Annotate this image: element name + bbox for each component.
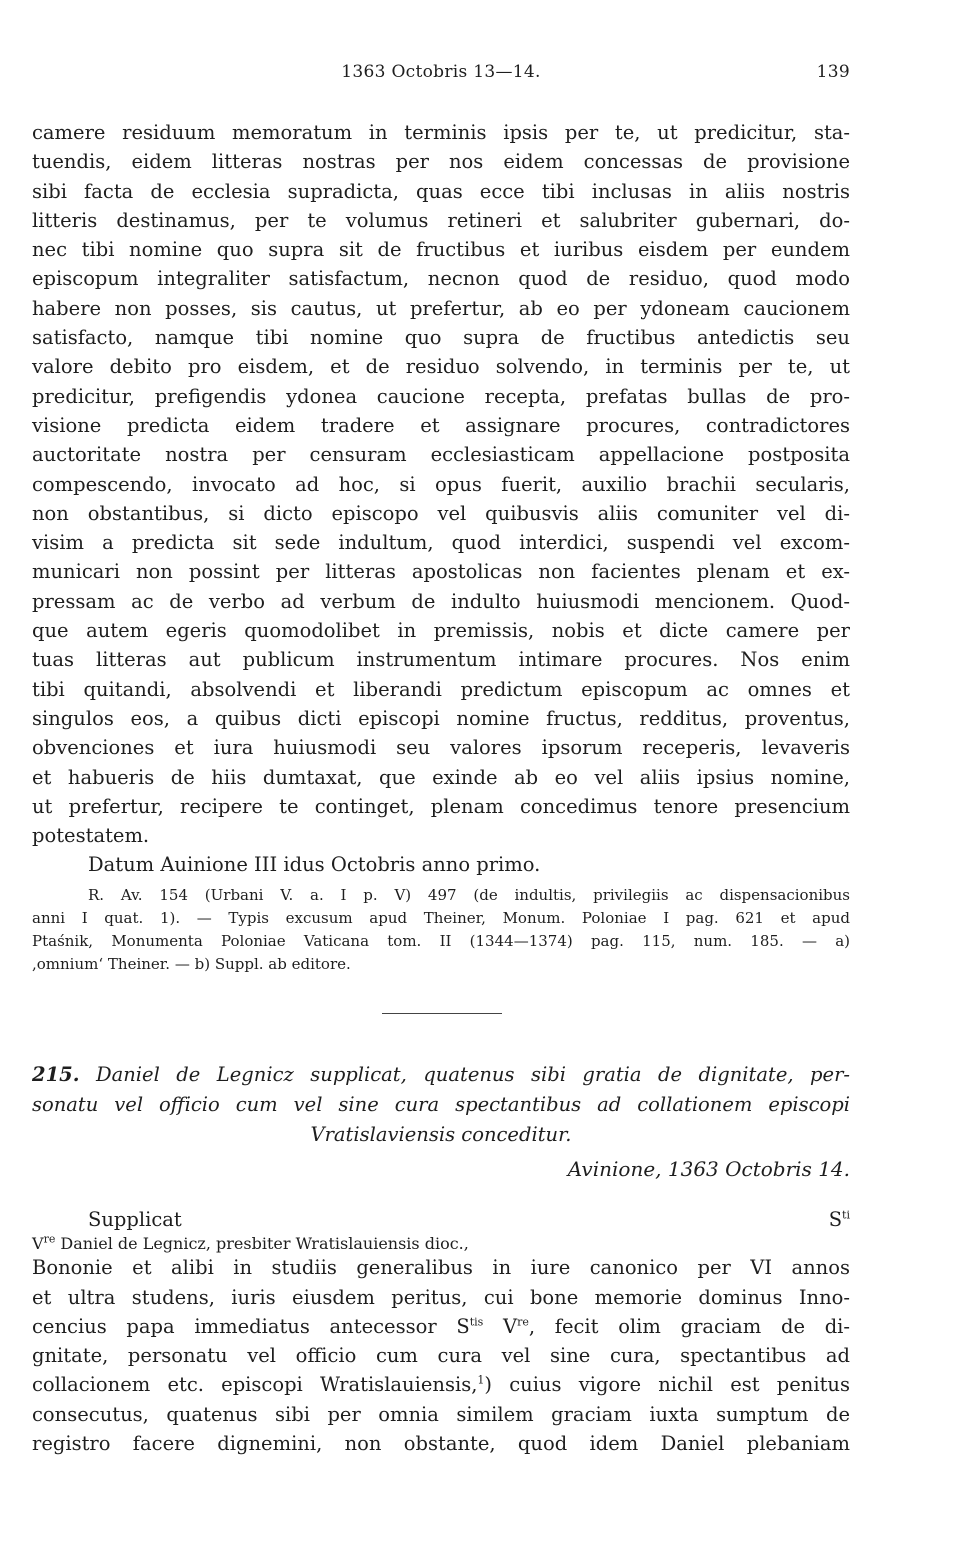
text-line: satisfacto, namque tibi nomine quo supra de fructibus antedictis seu: [32, 326, 850, 350]
text-line: obvenciones et iura huiusmodi seu valores ipsorum receperis, levaveris: [32, 736, 850, 760]
page-number: 139: [816, 62, 850, 82]
letter-text: [32, 1205, 850, 1458]
superscript: re: [517, 1315, 529, 1329]
letter-line: [32, 1370, 850, 1399]
heading-line: [32, 1060, 850, 1090]
text-line: auctoritate nostra per censuram ecclesiasticam appellacione postposita: [32, 443, 850, 467]
letter-line: et ultra studens, iuris eiusdem peritus, cui bone memorie dominus Inno-: [32, 1285, 850, 1309]
letter-fragment: cencius papa immediatus antecessor S: [32, 1314, 470, 1338]
heading-line: sonatu vel officio cum vel sine cura spectantibus ad collationem episcopi: [32, 1093, 850, 1116]
text-line: habere non posses, sis cautus, ut prefertur, ab eo per ydoneam caucionem: [32, 296, 850, 320]
text-line: litteris destinamus, per te volumus retineri et salubriter gubernari, do-: [32, 208, 850, 232]
text-line: nec tibi nomine quo supra sit de fructibus et iuribus eisdem per eundem: [32, 238, 850, 262]
note-line: anni I quat. 1). — Typis excusum apud Theiner, Monum. Poloniae I pag. 621 et apud: [32, 909, 850, 927]
heading-text: Daniel de Legnicz supplicat, quatenus sibi gratia de dignitate, per-: [95, 1063, 850, 1086]
text-line: visim a predicta sit sede indultum, quod interdici, suspendi vel excom-: [32, 531, 850, 555]
running-head-title: 1363 Octobris 13—14.: [341, 62, 541, 82]
text-line: tuas litteras aut publicum instrumentum intimare procures. Nos enim: [32, 648, 850, 672]
letter-fragment: V: [483, 1314, 518, 1338]
entry-dateline: Avinione, 1363 Octobris 14.: [567, 1157, 850, 1181]
note-line: R. Av. 154 (Urbani V. a. I p. V) 497 (de indultis, privilegiis ac dispensacionibus: [88, 886, 850, 904]
text-line: visione predicta eidem tradere et assignare procures, contradictores: [32, 413, 850, 437]
superscript: ti: [842, 1208, 850, 1222]
text-line: compescendo, invocato ad hoc, si opus fuerit, auxilio brachii secularis,: [32, 472, 850, 496]
text-line: camere residuum memoratum in terminis ipsis per te, ut predicitur, sta-: [32, 121, 850, 144]
note-line: Ptaśnik, Monumenta Poloniae Vaticana tom. II (1344—1374) pag. 115, num. 185. — a): [32, 932, 850, 950]
text-line: ut prefertur, recipere te continget, plenam concedimus tenore presencium: [32, 794, 850, 818]
superscript: tis: [469, 1315, 484, 1329]
document-page: [32, 0, 850, 1559]
letter-line: Bononie et alibi in studiis generalibus in iure canonico per VI annos: [32, 1256, 850, 1280]
datum-line: Datum Auinione III idus Octobris anno primo.: [88, 853, 541, 877]
running-head: [32, 62, 850, 86]
text-line: municari non possint per litteras apostolicas non facientes plenam et ex-: [32, 560, 850, 584]
entry-heading: [32, 1060, 850, 1150]
note-line: ,omnium‘ Theiner. — b) Suppl. ab editore.: [32, 955, 351, 973]
text-line: non obstantibus, si dicto episcopo vel quibusvis aliis comuniter vel di-: [32, 501, 850, 525]
letter-fragment: V: [32, 1234, 44, 1254]
text-line: que autem egeris quomodolibet in premissis, nobis et dicte camere per: [32, 619, 850, 643]
apparatus-notes: [32, 884, 850, 976]
letter-line: [32, 1312, 850, 1341]
text-line: valore debito pro eisdem, et de residuo solvendo, in terminis per te, ut: [32, 355, 850, 379]
letter-line: consecutus, quatenus sibi per omnia similem graciam iuxta sumptum de: [32, 1402, 850, 1426]
text-line: predicitur, prefigendis ydonea caucione recepta, prefatas bullas de pro-: [32, 384, 850, 408]
letter-fragment: Supplicat S: [88, 1208, 843, 1231]
letter-line: registro facere dignemini, non obstante, quod idem Daniel plebaniam: [32, 1432, 850, 1456]
footnote-marker: 1: [477, 1373, 485, 1387]
text-line: tibi quitandi, absolvendi et liberandi predictum episcopum ac omnes et: [32, 677, 850, 701]
text-line: sibi facta de ecclesia supradicta, quas ecce tibi inclusas in aliis nostris: [32, 179, 850, 203]
letter-fragment: collacionem etc. episcopi Wratislauiensis,: [32, 1373, 478, 1397]
text-line: episcopum integraliter satisfactum, necnon quod de residuo, quod modo: [32, 267, 850, 291]
text-line: tuendis, eidem litteras nostras per nos eidem concessas de provisione: [32, 150, 850, 174]
section-divider: [382, 1013, 502, 1014]
letter-fragment: Daniel de Legnicz, presbiter Wratislauiensis dioc.,: [55, 1234, 469, 1254]
superscript: re: [43, 1232, 56, 1246]
text-line: singulos eos, a quibus dicti episcopi nomine fructus, redditus, proventus,: [32, 706, 850, 730]
main-text: [32, 118, 850, 880]
text-line: potestatem.: [32, 824, 150, 848]
text-line: pressam ac de verbo ad verbum de indulto huiusmodi mencionem. Quod-: [32, 589, 850, 613]
letter-line: [32, 1205, 850, 1234]
text-line: et habueris de hiis dumtaxat, que exinde ab eo vel aliis ipsius nomine,: [32, 765, 850, 789]
letter-fragment: ) cuius vigore nichil est penitus: [484, 1373, 850, 1397]
entry-number: 215.: [32, 1063, 80, 1086]
letter-line: gnitate, personatu vel officio cum cura vel sine cura, spectantibus ad: [32, 1344, 850, 1368]
heading-line: Vratislaviensis conceditur.: [310, 1123, 572, 1146]
letter-fragment: , fecit olim graciam de di-: [528, 1314, 851, 1338]
